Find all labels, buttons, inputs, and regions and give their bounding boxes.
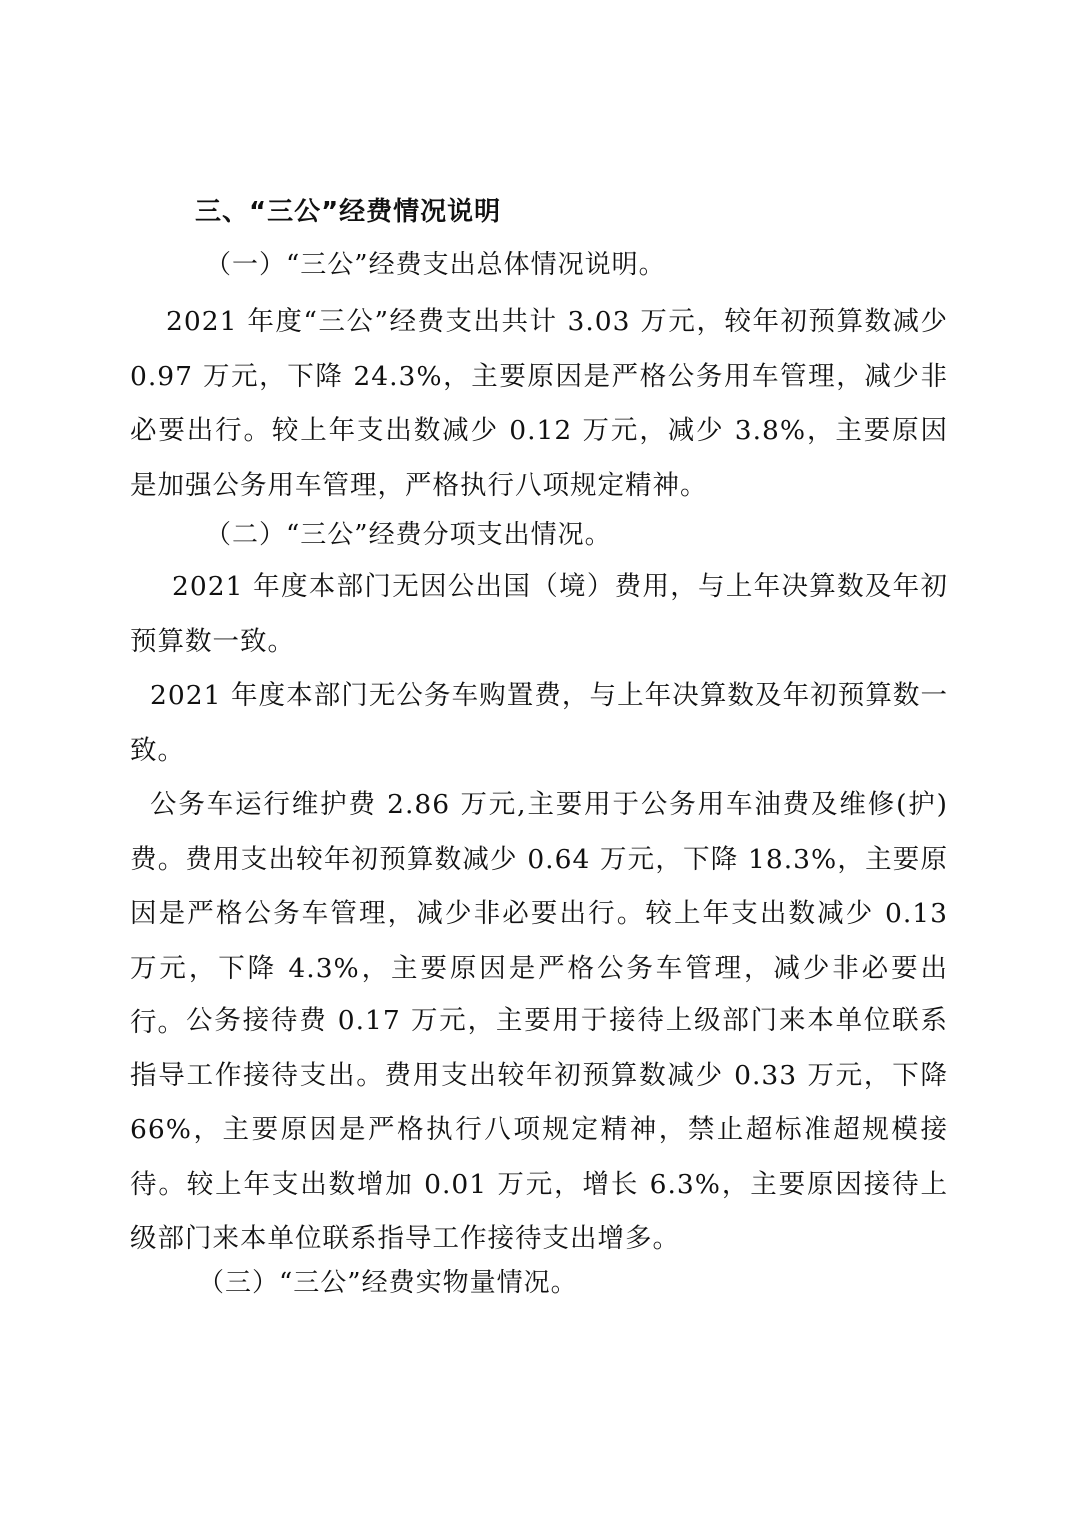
paragraph-vehicle-purchase: 2021 年度本部门无公务车购置费，与上年决算数及年初预算数一致。	[130, 680, 948, 766]
paragraph-total-overview: 2021 年度“三公”经费支出共计 3.03 万元，较年初预算数减少 0.97 万元，下降 24.3%，主要原因是严格公务用车管理，减少非必要出行。较上年支出数减少 0.12 万元，减少 3.8%，主要原因是加强公务用车管理，严格执行八项规定精神。	[130, 306, 948, 501]
paragraph-overseas-travel: 2021 年度本部门无因公出国（境）费用，与上年决算数及年初预算数一致。	[130, 571, 948, 657]
subsection-heading-3: （三）“三公”经费实物量情况。	[198, 1268, 578, 1298]
section-title: 三、“三公”经费情况说明	[195, 197, 502, 227]
paragraph-official-reception: 公务接待费 0.17 万元，主要用于接待上级部门来本单位联系指导工作接待支出。费用支出较年初预算数减少 0.33 万元，下降 66%，主要原因是严格执行八项规定精神，禁止超标准超规模接待。较上年支出数增加 0.01 万元，增长 6.3%，主要原因接待上级部门来本单位联系指导工作接待支出增多。	[130, 1005, 948, 1254]
paragraph-vehicle-operation: 公务车运行维护费 2.86 万元,主要用于公务用车油费及维修(护)费。费用支出较年初预算数减少 0.64 万元，下降 18.3%，主要原因是严格公务车管理，减少非必要出行。较上年支出数减少 0.13 万元，下降 4.3%，主要原因是严格公务车管理，减少非必要出行。	[130, 789, 948, 1038]
subsection-heading-2: （二）“三公”经费分项支出情况。	[205, 520, 612, 550]
subsection-heading-1: （一）“三公”经费支出总体情况说明。	[205, 250, 666, 280]
